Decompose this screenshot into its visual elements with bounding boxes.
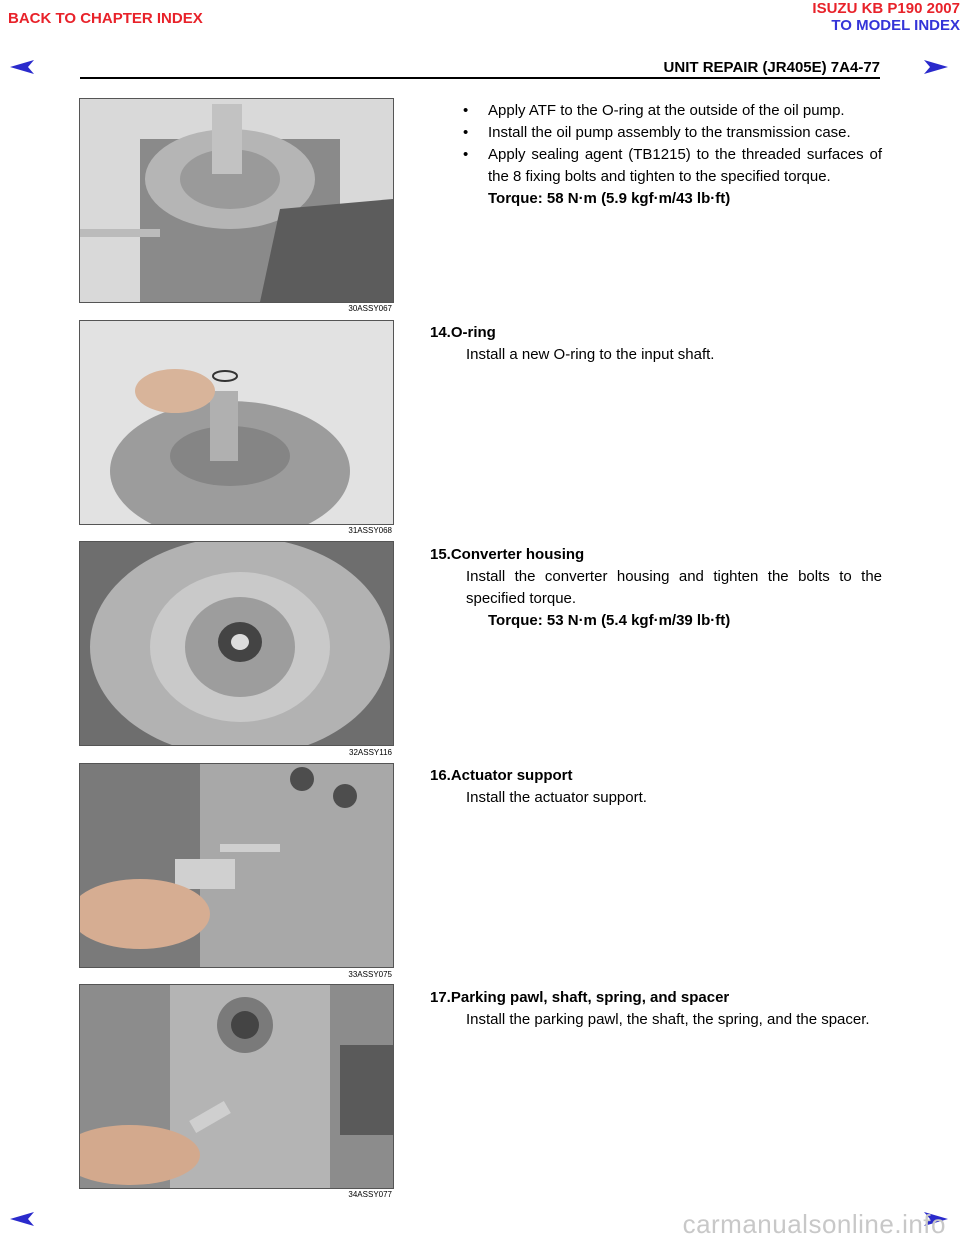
step-13 (430, 100, 882, 210)
figure-code: 30ASSY067 (348, 304, 392, 313)
figure-code: 31ASSY068 (348, 526, 392, 535)
step-17-body: Install the parking pawl, the shaft, the spring, and the spacer. (466, 1011, 870, 1028)
step-14 (430, 322, 882, 366)
step-15-body: Install the converter housing and tighten the bolts to the specified torque. (466, 568, 882, 607)
step-13-bullets (430, 100, 882, 188)
list-item: • Install the oil pump assembly to the transmission case. (463, 124, 851, 141)
figure-parking-pawl (79, 984, 394, 1189)
oil-pump-photo (80, 99, 393, 302)
figure-code: 33ASSY075 (348, 970, 392, 979)
previous-page-bottom-arrow-icon[interactable] (8, 1210, 36, 1228)
figure-actuator-support (79, 763, 394, 968)
list-item: • Apply ATF to the O-ring at the outside of the oil pump. (463, 102, 845, 119)
converter-housing-photo (80, 542, 393, 745)
site-watermark: carmanualsonline.info (682, 1209, 946, 1239)
parking-pawl-photo (80, 985, 393, 1188)
step-16-body: Install the actuator support. (466, 789, 647, 806)
figure-converter-housing (79, 541, 394, 746)
step-14-title: 14.O-ring (430, 324, 496, 341)
model-title[interactable]: ISUZU KB P190 2007 (812, 0, 960, 17)
figure-oil-pump-install (79, 98, 394, 303)
figure-code: 34ASSY077 (348, 1190, 392, 1199)
to-model-index-link[interactable]: TO MODEL INDEX (831, 17, 960, 34)
step-17 (430, 987, 882, 1031)
step-15-title: 15.Converter housing (430, 546, 585, 563)
step-17-title: 17.Parking pawl, shaft, spring, and spacer (430, 989, 730, 1006)
next-page-arrow-icon[interactable] (922, 58, 950, 76)
o-ring-photo (80, 321, 393, 524)
step-16-title: 16.Actuator support (430, 767, 573, 784)
step-14-body: Install a new O-ring to the input shaft. (466, 346, 715, 363)
figure-code: 32ASSY116 (349, 748, 392, 757)
figure-o-ring-install (79, 320, 394, 525)
torque-spec: Torque: 53 N·m (5.4 kgf·m/39 lb·ft) (488, 612, 731, 629)
step-15 (430, 544, 882, 632)
step-16 (430, 765, 882, 809)
torque-spec: Torque: 58 N·m (5.9 kgf·m/43 lb·ft) (488, 190, 731, 207)
previous-page-arrow-icon[interactable] (8, 58, 36, 76)
header-rule (80, 77, 880, 79)
back-to-chapter-index-link[interactable]: BACK TO CHAPTER INDEX (8, 10, 203, 27)
page-header-title: UNIT REPAIR (JR405E) 7A4-77 (663, 59, 880, 76)
list-item: • Apply sealing agent (TB1215) to the threaded surfaces of the 8 fixing bolts and tighten to the specified torque. (463, 146, 882, 185)
actuator-support-photo (80, 764, 393, 967)
